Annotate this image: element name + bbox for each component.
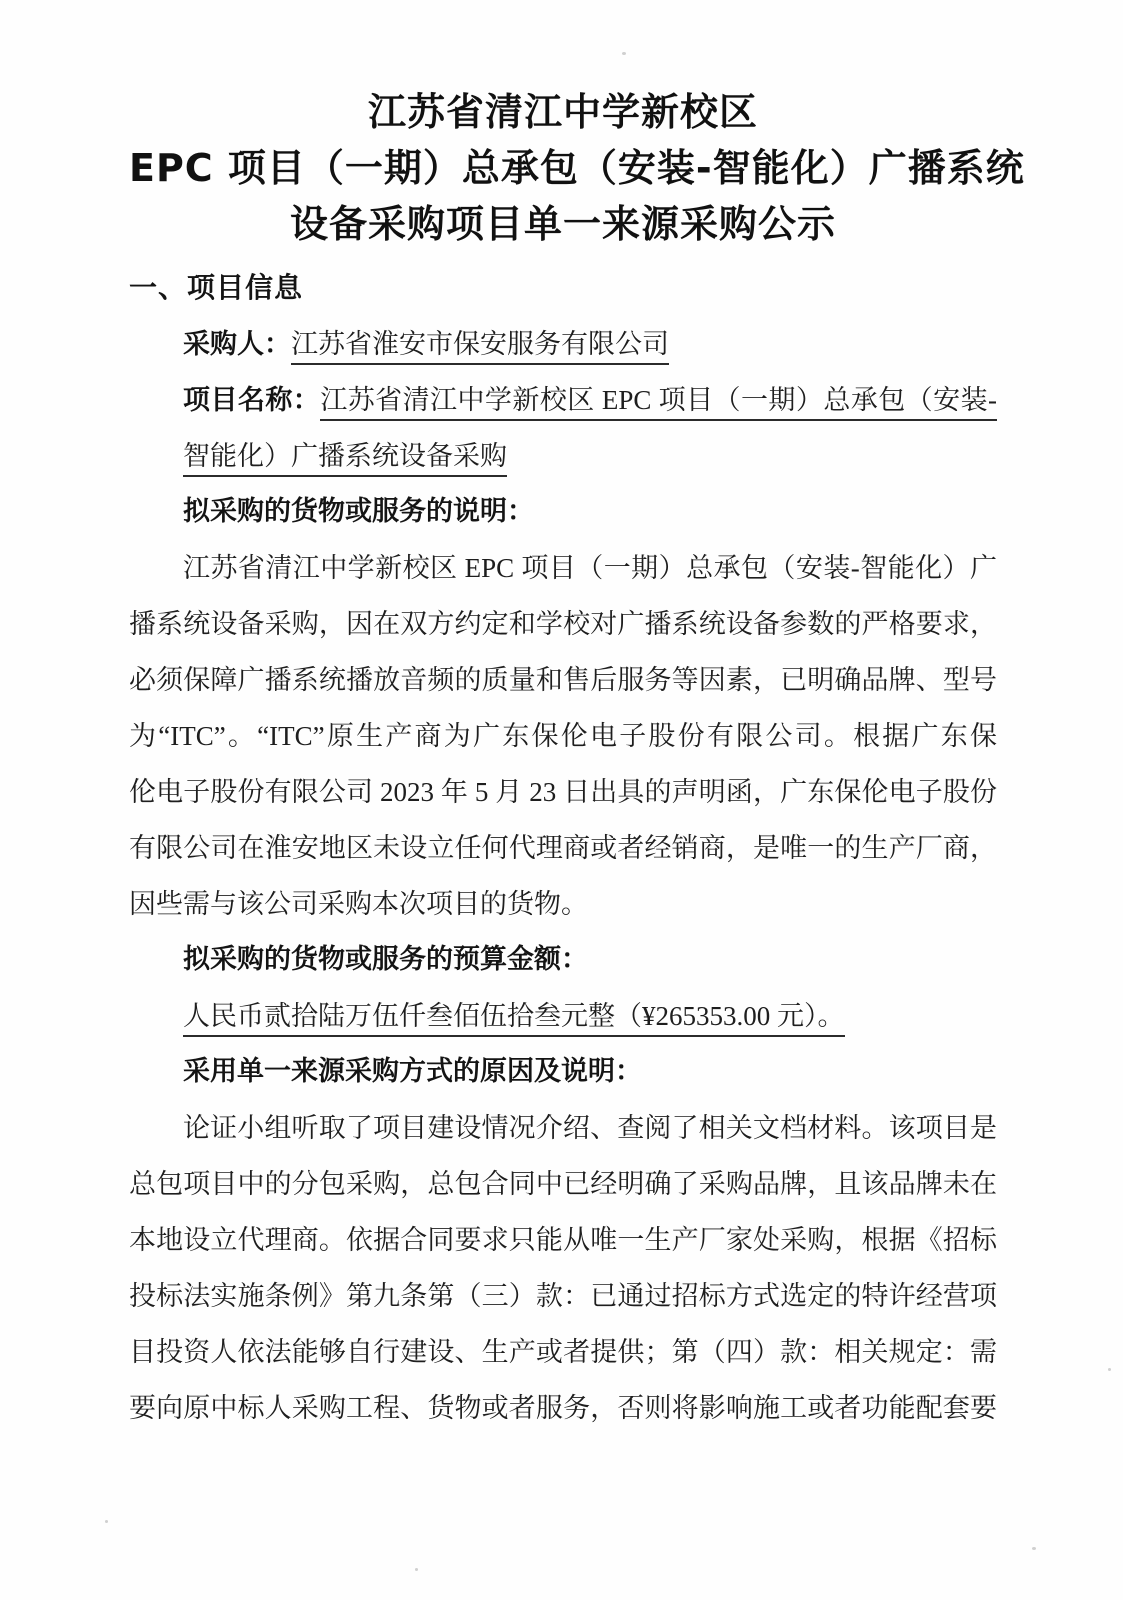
project-name-line-1: [129, 372, 997, 428]
reason-paragraph-line: 目投资人依法能够自行建设、生产或者提供；第（四）款：相关规定：需: [129, 1337, 997, 1367]
description-paragraph-line: 必须保障广播系统播放音频的质量和售后服务等因素，已明确品牌、型号: [129, 665, 997, 695]
description-paragraph-line: 有限公司在淮安地区未设立任何代理商或者经销商，是唯一的生产厂商，: [129, 833, 997, 863]
description-paragraph-line: 因些需与该公司采购本次项目的货物。: [129, 889, 588, 919]
scan-speck: [1032, 1547, 1036, 1550]
purchaser-line: [129, 316, 997, 372]
purchaser-label: 采购人：: [183, 329, 291, 360]
reason-paragraph-line: 要向原中标人采购工程、货物或者服务，否则将影响施工或者功能配套要: [129, 1393, 997, 1423]
description-paragraph-line: 江苏省清江中学新校区 EPC 项目（一期）总承包（安装-智能化）广: [183, 553, 997, 583]
budget-heading: 拟采购的货物或服务的预算金额：: [183, 944, 588, 975]
reason-paragraph-line: 论证小组听取了项目建设情况介绍、查阅了相关文档材料。该项目是: [183, 1113, 997, 1143]
reason-paragraph-line: 本地设立代理商。依据合同要求只能从唯一生产厂家处采购，根据《招标: [129, 1225, 997, 1255]
budget-value: 人民币贰拾陆万伍仟叁佰伍拾叁元整（¥265353.00 元）。: [183, 1001, 845, 1037]
reason-paragraph-line: 投标法实施条例》第九条第（三）款：已通过招标方式选定的特许经营项: [129, 1281, 997, 1311]
title-line-2: EPC 项目（一期）总承包（安装-智能化）广播系统: [129, 146, 1025, 190]
document-title: [129, 84, 1025, 252]
title-line-1: 江苏省清江中学新校区: [367, 90, 758, 134]
scan-speck: [415, 1568, 418, 1571]
description-paragraph-line: 伦电子股份有限公司 2023 年 5 月 23 日出具的声明函，广东保伦电子股份: [129, 777, 997, 807]
scan-speck: [105, 1520, 108, 1523]
reason-heading: 采用单一来源采购方式的原因及说明：: [183, 1056, 642, 1087]
purchaser-value: 江苏省淮安市保安服务有限公司: [291, 329, 669, 365]
project-name-value-part-2: 智能化）广播系统设备采购: [183, 441, 507, 477]
project-name-line-2: [129, 428, 997, 484]
project-name-label: 项目名称：: [183, 385, 321, 416]
scan-speck: [622, 52, 626, 55]
budget-value-line: [129, 988, 997, 1044]
title-line-3: 设备采购项目单一来源采购公示: [289, 202, 836, 246]
scan-speck: [1108, 1368, 1111, 1371]
description-heading: 拟采购的货物或服务的说明：: [183, 496, 534, 527]
description-paragraph-line: 播系统设备采购，因在双方约定和学校对广播系统设备参数的严格要求，: [129, 609, 997, 639]
description-paragraph-line: 为“ITC”。“ITC”原生产商为广东保伦电子股份有限公司。根据广东保: [129, 721, 997, 751]
project-name-value-part-1: 江苏省清江中学新校区 EPC 项目（一期）总承包（安装-: [320, 385, 997, 421]
section-heading-project-info: 一、项目信息: [129, 271, 304, 304]
reason-paragraph-line: 总包项目中的分包采购，总包合同中已经明确了采购品牌，且该品牌未在: [129, 1169, 997, 1199]
